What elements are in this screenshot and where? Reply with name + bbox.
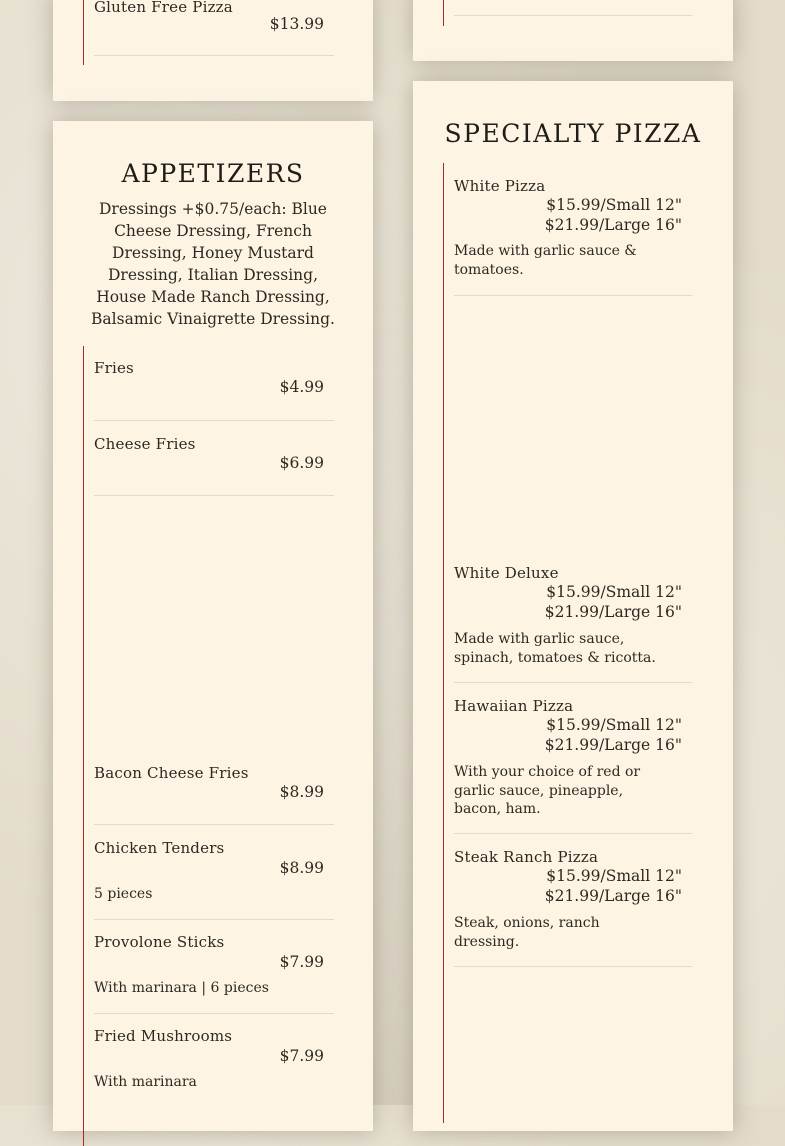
menu-item-description: With your choice of red or garlic sauce, pineapple, bacon, ham. xyxy=(454,764,641,817)
menu-item-name: Fried Mushrooms xyxy=(94,1027,233,1045)
menu-item-price: $7.99 xyxy=(279,953,324,971)
menu-item-description: Made with garlic sauce, spinach, tomatoes & ricotta. xyxy=(454,631,656,666)
menu-item-price-large: $21.99/Large 16" xyxy=(544,736,682,754)
menu-item-price: $8.99 xyxy=(279,859,324,877)
menu-item-divider xyxy=(94,55,334,56)
menu-item-divider xyxy=(454,966,692,967)
section-title-specialty-pizza: SPECIALTY PIZZA xyxy=(444,119,702,148)
menu-item-description: With marinara xyxy=(94,1074,197,1090)
menu-item-price-small: $15.99/Small 12" xyxy=(546,196,682,214)
menu-item-divider xyxy=(94,420,334,421)
menu-item-divider xyxy=(454,682,692,683)
menu-list-accent-line xyxy=(443,0,444,26)
specialty-list xyxy=(443,163,682,1123)
menu-item-price-small: $15.99/Small 12" xyxy=(546,583,682,601)
section-note-dressings: Dressings +$0.75/each: Blue Cheese Dressing, French Dressing, Honey Mustard Dressing, Italian Dressing, House Made Ranch Dressing, Balsamic Vinaigrette Dressing. xyxy=(91,200,335,328)
menu-card-top-right xyxy=(413,0,733,61)
menu-item-price-small: $15.99/Small 12" xyxy=(546,867,682,885)
menu-card-appetizers xyxy=(53,121,373,1131)
menu-item-price: $7.99 xyxy=(279,1047,324,1065)
menu-item-price-large: $21.99/Large 16" xyxy=(544,887,682,905)
menu-item-gluten-free-pizza[interactable] xyxy=(94,0,334,55)
menu-item-price-large: $21.99/Large 16" xyxy=(544,603,682,621)
menu-item-price-small: $15.99/Small 12" xyxy=(546,716,682,734)
menu-item-name: White Deluxe xyxy=(454,564,559,582)
menu-item-name: Bacon Cheese Fries xyxy=(94,764,249,782)
menu-item-divider xyxy=(94,1013,334,1014)
menu-item-name: White Pizza xyxy=(454,177,546,195)
menu-item-price: $8.99 xyxy=(279,783,324,801)
menu-list-accent-line xyxy=(83,0,324,65)
menu-item-price-large: $21.99/Large 16" xyxy=(544,216,682,234)
menu-item-description: Steak, onions, ranch dressing. xyxy=(454,915,600,950)
menu-item-name: Gluten Free Pizza xyxy=(94,0,233,16)
menu-item-name: Fries xyxy=(94,359,134,377)
menu-item-price: $13.99 xyxy=(269,15,324,33)
menu-item-price: $4.99 xyxy=(279,378,324,396)
appetizers-list xyxy=(83,346,324,1146)
section-title-appetizers: APPETIZERS xyxy=(121,159,305,188)
menu-item-name: Provolone Sticks xyxy=(94,933,225,951)
menu-item-name: Chicken Tenders xyxy=(94,839,225,857)
menu-item-divider xyxy=(94,495,334,496)
menu-item-divider xyxy=(454,15,692,16)
menu-item-price: $6.99 xyxy=(279,454,324,472)
menu-item-description: 5 pieces xyxy=(94,886,153,902)
menu-card-pizza-top xyxy=(53,0,373,101)
menu-item-divider xyxy=(454,833,692,834)
menu-card-specialty-pizza xyxy=(413,81,733,1131)
menu-item-description: Made with garlic sauce & tomatoes. xyxy=(454,243,637,278)
menu-item-description: With marinara | 6 pieces xyxy=(94,980,269,996)
menu-item-divider xyxy=(94,824,334,825)
menu-item-name: Hawaiian Pizza xyxy=(454,697,574,715)
menu-item-divider xyxy=(94,919,334,920)
menu-item-divider xyxy=(454,295,692,296)
menu-item-name: Steak Ranch Pizza xyxy=(454,848,599,866)
menu-item-name: Cheese Fries xyxy=(94,435,196,453)
